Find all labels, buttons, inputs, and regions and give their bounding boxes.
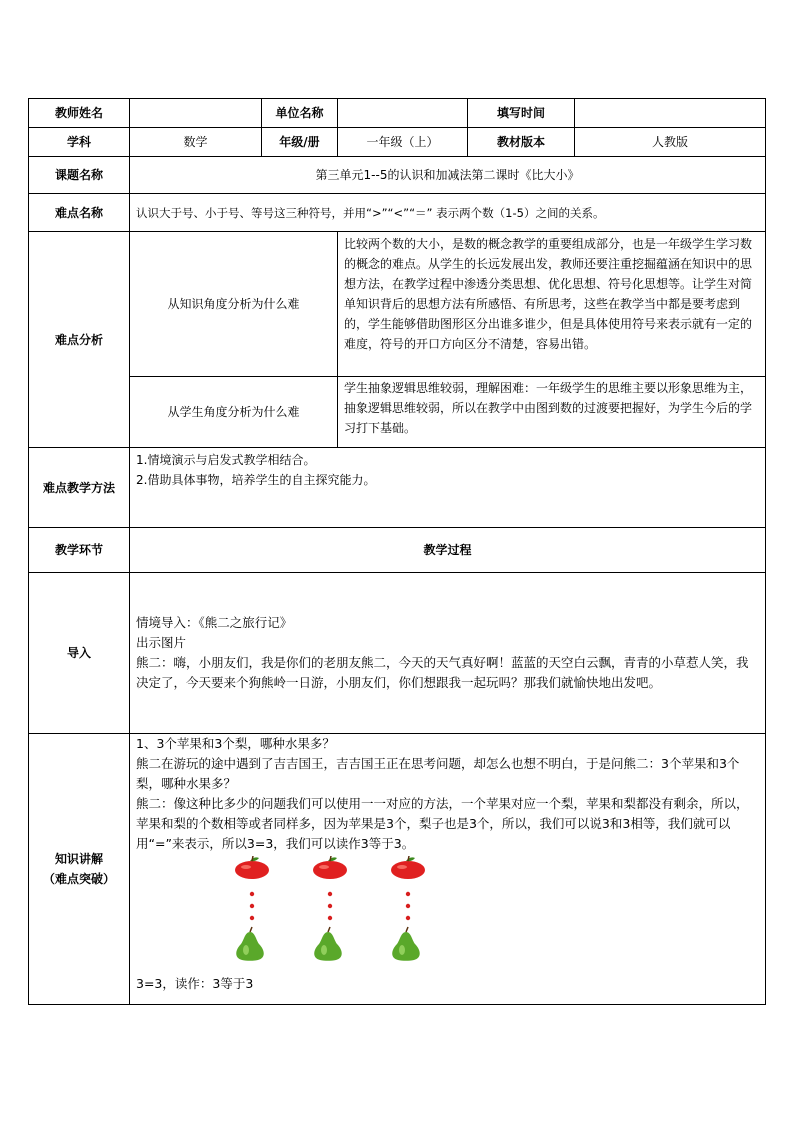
dots-3	[406, 892, 410, 920]
knowledge-para-2: 熊二：像这种比多少的问题我们可以使用一一对应的方法，一个苹果对应一个梨，苹果和梨都没有剩余，所以，苹果和梨的个数相等或者同样多，因为苹果是3个，梨子也是3个，所以，我们可以说3和3相等，我们就可以用“=”来表示，所以3=3，我们可以读作3等于3。	[136, 796, 749, 851]
unit-name-value	[338, 99, 468, 128]
student-angle-text: 学生抽象逻辑思维较弱，理解困难：一年级学生的思维主要以形象思维为主，抽象逻辑思维较弱，所以在教学中由图到数的过渡要把握好，为学生今后的学习打下基础。	[338, 377, 766, 448]
dots-1	[250, 892, 254, 920]
fill-time-value	[575, 99, 766, 128]
knowledge-angle-label: 从知识角度分析为什么难	[130, 232, 338, 377]
apple-3	[391, 856, 425, 879]
intro-label: 导入	[29, 573, 130, 734]
grade-label: 年级/册	[262, 128, 338, 157]
apple-2	[313, 856, 347, 879]
grade-value: 一年级（上）	[338, 128, 468, 157]
dots-2	[328, 892, 332, 920]
subject-value: 数学	[130, 128, 262, 157]
pear-2	[314, 927, 342, 961]
intro-content	[130, 573, 766, 734]
pear-3	[392, 927, 420, 961]
lesson-plan-table	[28, 98, 766, 1005]
method-line-2: 2.借助具体事物，培养学生的自主探究能力。	[136, 473, 376, 487]
method-label: 难点教学方法	[29, 448, 130, 528]
intro-line-2: 出示图片	[136, 635, 187, 650]
topic-label: 课题名称	[29, 157, 130, 194]
student-angle-label: 从学生角度分析为什么难	[130, 377, 338, 448]
knowledge-angle-text: 比较两个数的大小，是数的概念教学的重要组成部分，也是一年级学生学习数的概念的难点。从学生的长远发展出发，教师还要注重挖掘蕴涵在知识中的思想方法，在教学过程中渗透分类思想、优化思想、符号化思想等。让学生对简单知识背后的思想方法有所感悟、有所思考，这些在教学当中都是要考虑到的，学生能够借助图形区分出谁多谁少，但是具体使用符号来表示就有一定的难度，符号的开口方向区分不清楚，容易出错。	[338, 232, 766, 377]
apple-pear-illustration	[136, 854, 759, 974]
knowledge-label-2: （难点突破）	[42, 872, 115, 886]
intro-line-3: 熊二：嗨，小朋友们，我是你们的老朋友熊二，今天的天气真好啊！蓝蓝的天空白云飘，青青的小草惹人笑，我决定了，今天要来个狗熊岭一日游，小朋友们，你们想跟我一起玩吗？那我们就愉快地出发吧。	[136, 655, 749, 690]
knowledge-label	[29, 734, 130, 1005]
method-line-1: 1.情境演示与启发式教学相结合。	[136, 453, 316, 467]
textbook-value: 人教版	[575, 128, 766, 157]
difficulty-label: 难点名称	[29, 194, 130, 232]
knowledge-label-1: 知识讲解	[54, 852, 103, 866]
question-1: 1、3个苹果和3个梨，哪种水果多？	[136, 736, 335, 751]
apple-1	[235, 856, 269, 879]
fruit-drawing	[220, 856, 480, 974]
subject-label: 学科	[29, 128, 130, 157]
process-header: 教学过程	[130, 528, 766, 573]
unit-name-label: 单位名称	[262, 99, 338, 128]
teacher-name-label: 教师姓名	[29, 99, 130, 128]
intro-line-1: 情境导入：《熊二之旅行记》	[136, 615, 293, 630]
fill-time-label: 填写时间	[468, 99, 575, 128]
textbook-label: 教材版本	[468, 128, 575, 157]
result-line: 3=3，读作：3等于3	[136, 976, 254, 991]
stage-header: 教学环节	[29, 528, 130, 573]
method-content	[130, 448, 766, 528]
teacher-name-value	[130, 99, 262, 128]
knowledge-content	[130, 734, 766, 1005]
pear-1	[236, 927, 264, 961]
topic-value: 第三单元1--5的认识和加减法第二课时《比大小》	[130, 157, 766, 194]
analysis-label: 难点分析	[29, 232, 130, 448]
knowledge-para-1: 熊二在游玩的途中遇到了吉吉国王，吉吉国王正在思考问题，却怎么也想不明白，于是问熊二：3个苹果和3个梨，哪种水果多？	[136, 756, 740, 791]
difficulty-value: 认识大于号、小于号、等号这三种符号，并用“>”“<”“＝” 表示两个数（1-5）之间的关系。	[130, 194, 766, 232]
